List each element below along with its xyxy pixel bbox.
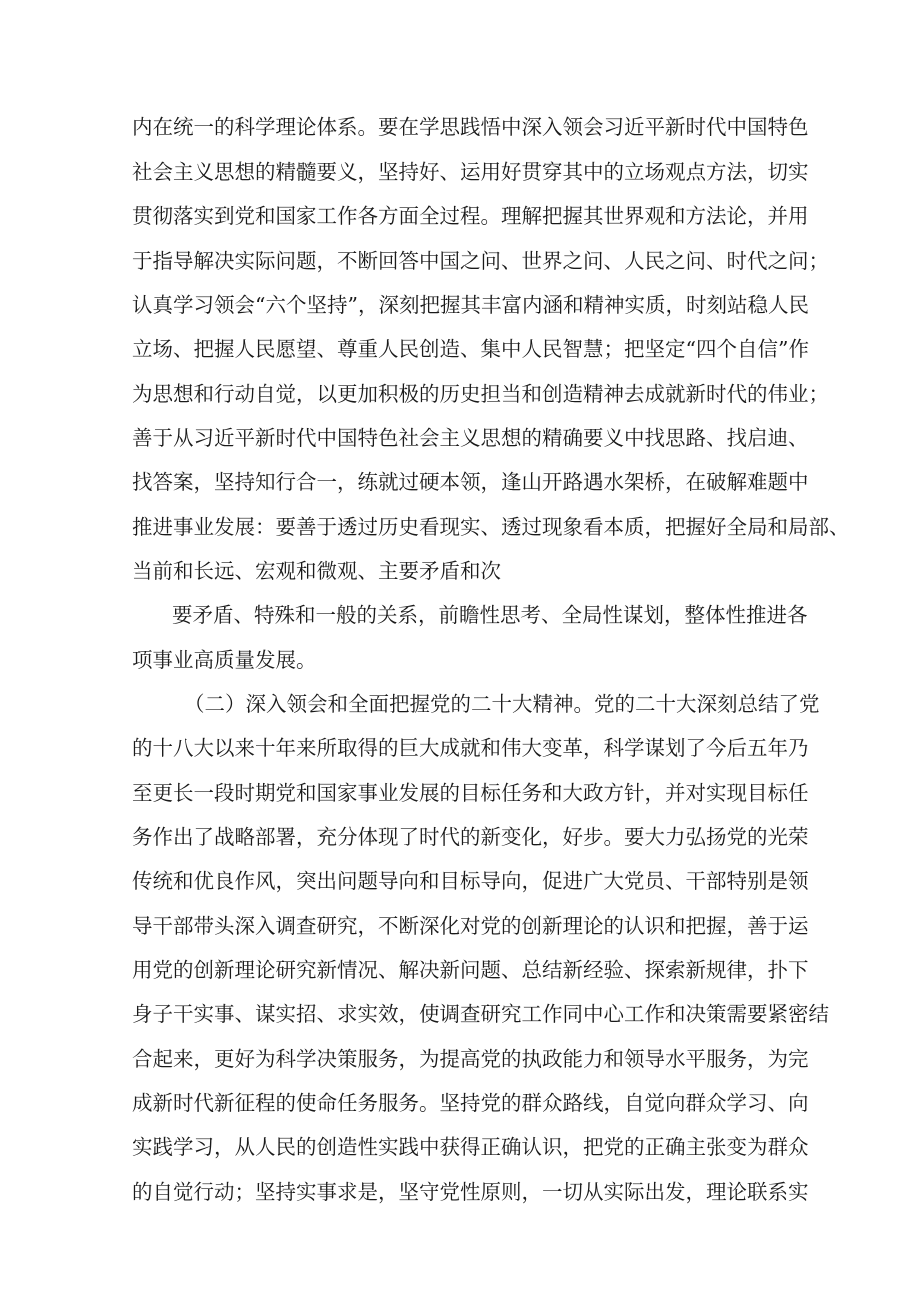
text-line: 务作出了战略部署，充分体现了时代的新变化，好步。要大力弘扬党的光荣	[132, 825, 809, 849]
text-line: 的十八大以来十年来所取得的巨大成就和伟大变革，科学谋划了今后五年乃	[132, 736, 809, 760]
text-line: 于指导解决实际问题，不断回答中国之问、世界之问、人民之问、时代之问；	[132, 249, 829, 273]
text-line: 合起来，更好为科学决策服务，为提高党的执政能力和领导水平服务，为完	[132, 1047, 809, 1071]
text-line: 用党的创新理论研究新情况、解决新问题、总结新经验、探索新规律，扑下	[132, 958, 809, 982]
text-line: 实践学习，从人民的创造性实践中获得正确认识，把党的正确主张变为群众	[132, 1135, 809, 1159]
text-line: 身子干实事、谋实招、求实效，使调查研究工作同中心工作和决策需要紧密结	[132, 1002, 829, 1026]
text-line: 贯彻落实到党和国家工作各方面全过程。理解把握其世界观和方法论，并用	[132, 204, 809, 228]
text-line: 的自觉行动；坚持实事求是，坚守党性原则，一切从实际出发，理论联系实	[132, 1180, 809, 1204]
text-line: 要矛盾、特殊和一般的关系，前瞻性思考、全局性谋划，整体性推进各	[172, 603, 808, 627]
text-line: 推进事业发展：要善于透过历史看现实、透过现象看本质，把握好全局和局部、	[132, 515, 850, 539]
text-line: 项事业高质量发展。	[132, 648, 317, 672]
text-line: 内在统一的科学理论体系。要在学思践悟中深入领会习近平新时代中国特色	[132, 115, 809, 139]
text-line: 当前和长远、宏观和微观、主要矛盾和次	[132, 559, 501, 583]
text-line: 导干部带头深入调查研究，不断深化对党的创新理论的认识和把握，善于运	[132, 914, 809, 938]
text-line: 善于从习近平新时代中国特色社会主义思想的精确要义中找思路、找启迪、	[132, 426, 809, 450]
section-heading-line: （二）深入领会和全面把握党的二十大精神。党的二十大深刻总结了党	[184, 692, 820, 716]
text-line: 社会主义思想的精髓要义，坚持好、运用好贯穿其中的立场观点方法，切实	[132, 160, 809, 184]
text-line: 至更长一段时期党和国家事业发展的目标任务和大政方针，并对实现目标任	[132, 781, 809, 805]
text-line: 为思想和行动自觉，以更加积极的历史担当和创造精神去成就新时代的伟业；	[132, 382, 829, 406]
text-line: 成新时代新征程的使命任务服务。坚持党的群众路线，自觉向群众学习、向	[132, 1091, 809, 1115]
text-line: 传统和优良作风，突出问题导向和目标导向，促进广大党员、干部特别是领	[132, 869, 809, 893]
text-line: 认真学习领会“六个坚持”，深刻把握其丰富内涵和精神实质，时刻站稳人民	[132, 293, 809, 317]
text-line: 立场、把握人民愿望、尊重人民创造、集中人民智慧；把坚定“四个自信”作	[132, 337, 809, 361]
text-line: 找答案，坚持知行合一，练就过硬本领，逢山开路遇水架桥，在破解难题中	[132, 470, 809, 494]
